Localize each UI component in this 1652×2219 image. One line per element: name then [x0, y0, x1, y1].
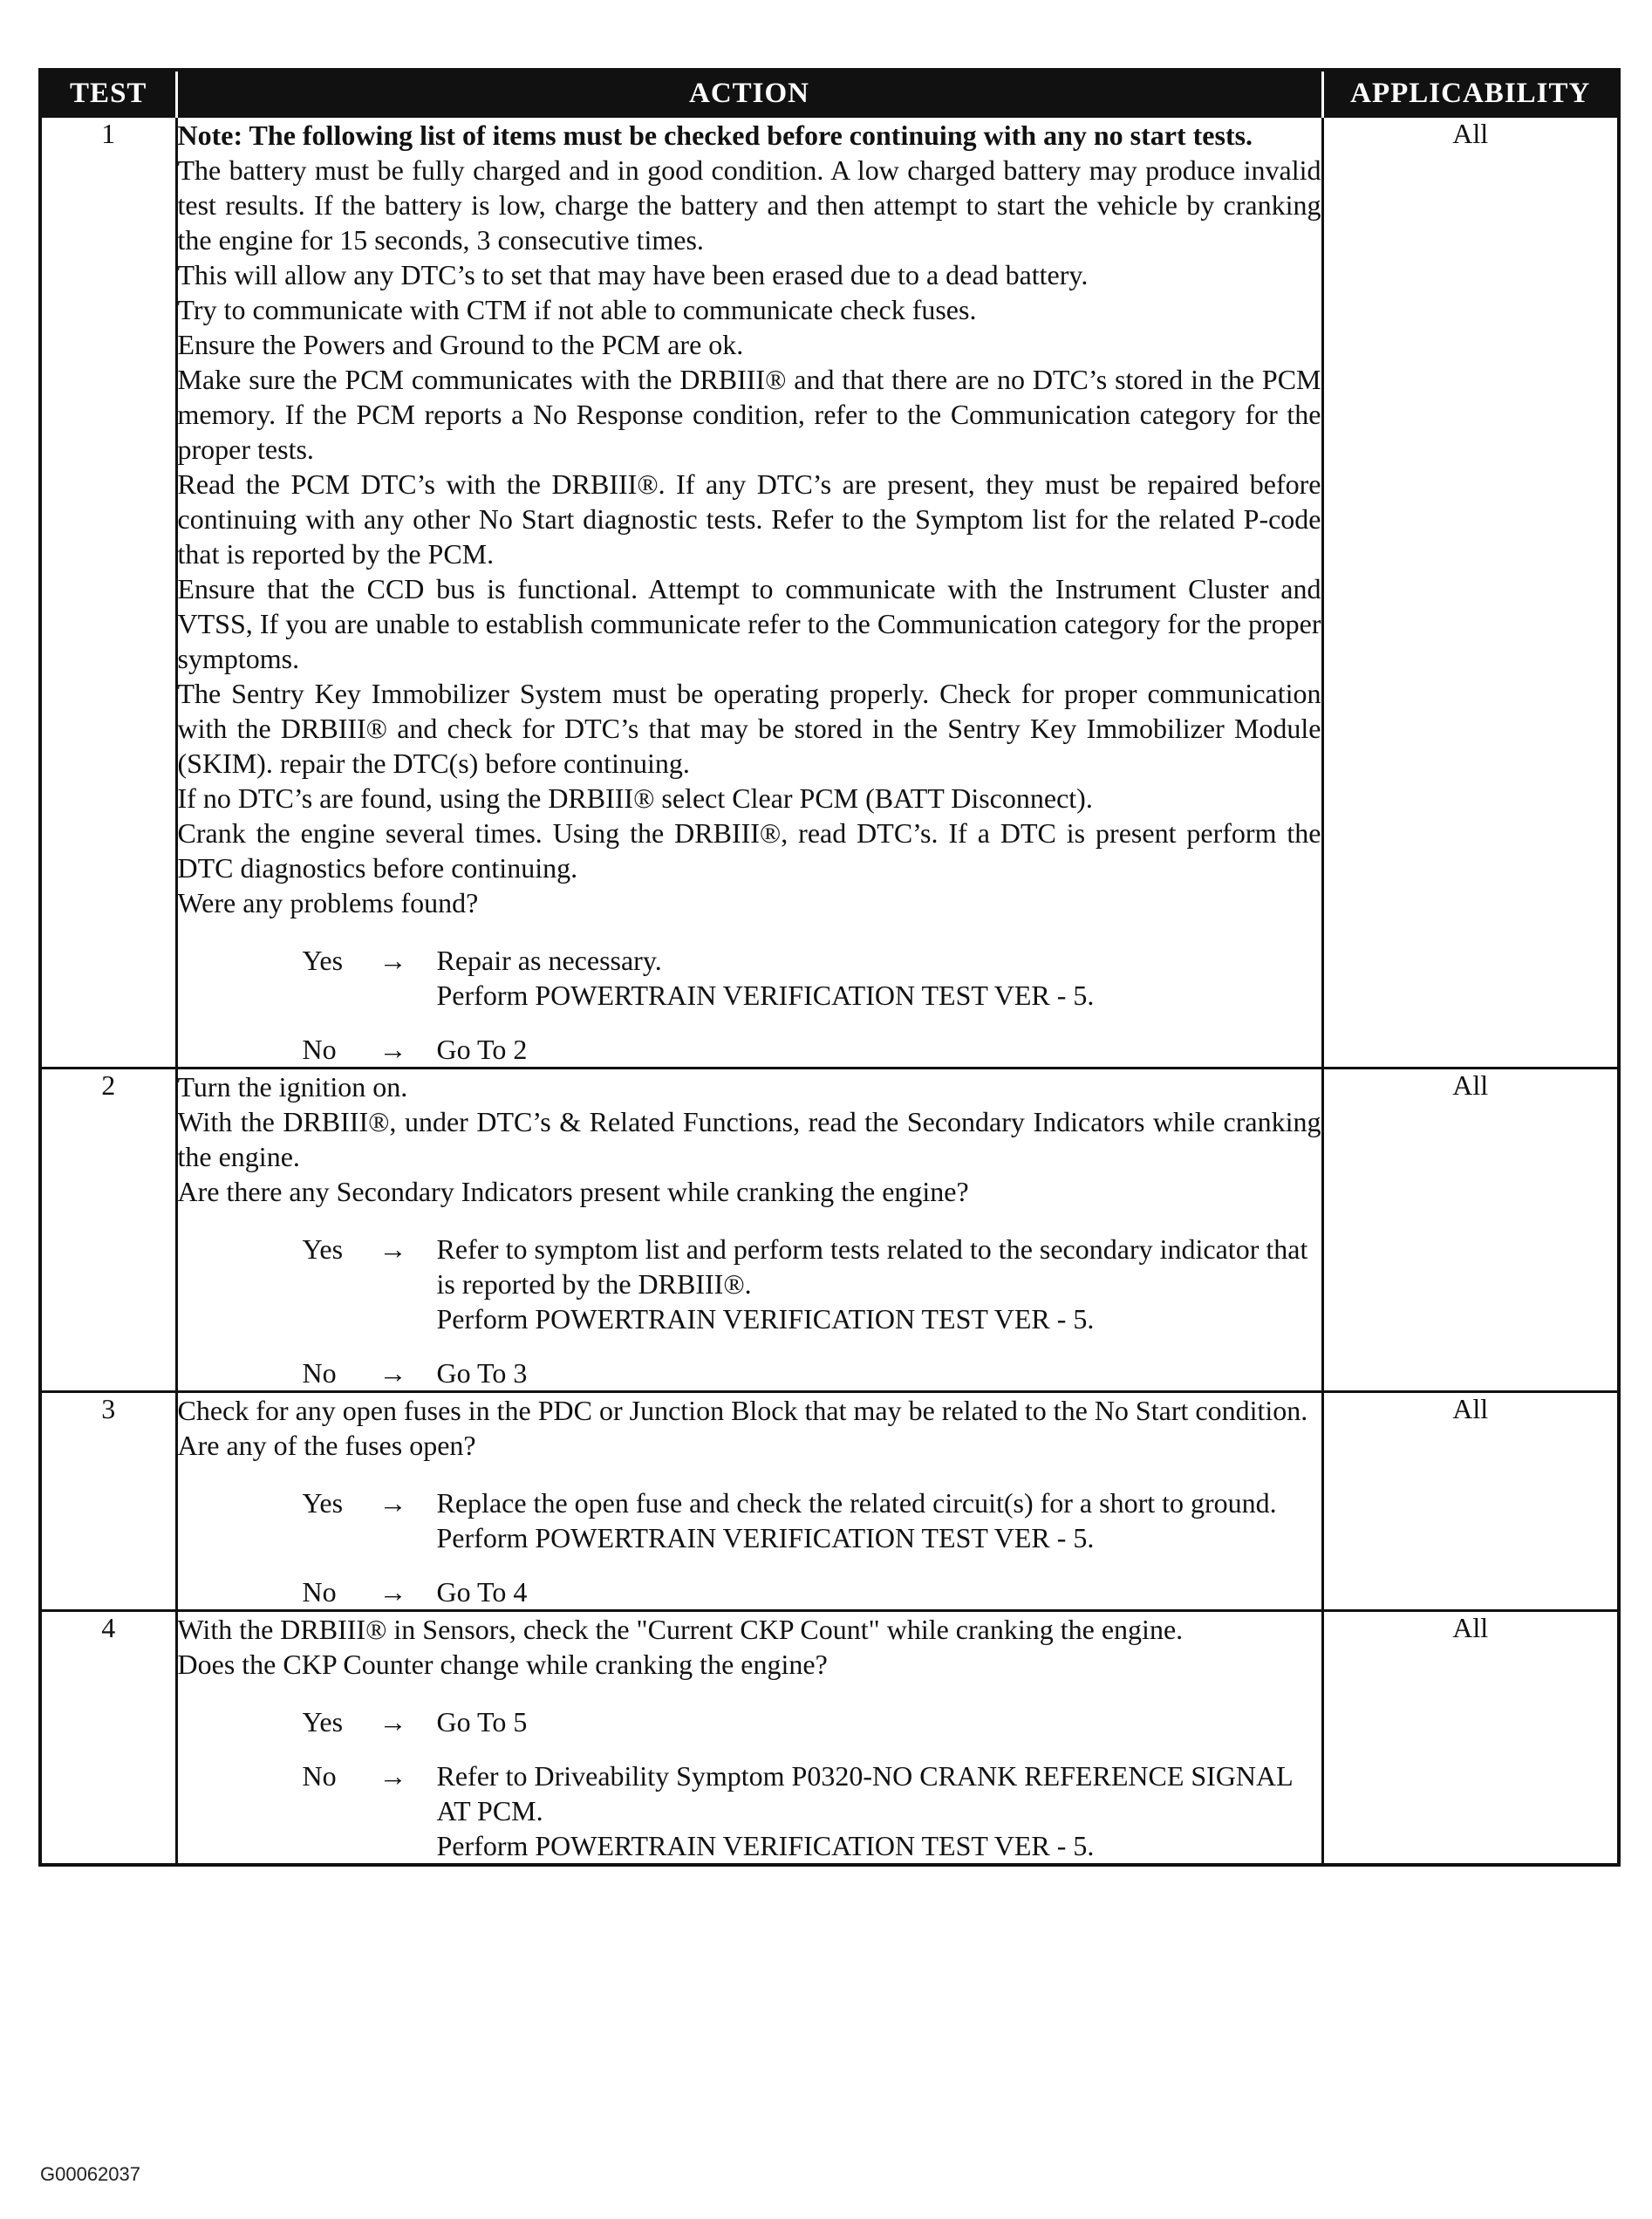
outcome-label: No — [302, 1034, 337, 1065]
action-line: Check for any open fuses in the PDC or Junction Block that may be related to the No Start condition. — [177, 1395, 1308, 1426]
table-row — [40, 1392, 1619, 1611]
arrow-right-icon: → — [379, 1576, 407, 1608]
outcome-yes — [178, 943, 1321, 1013]
action-line: With the DRBIII®, under DTC’s & Related Functions, read the Secondary Indicators while cranking the engine. — [177, 1106, 1321, 1172]
outcome-result-line: Go To 5 — [436, 1706, 528, 1738]
action-line: Does the CKP Counter change while cranking the engine? — [177, 1649, 828, 1680]
outcome-no — [178, 1758, 1321, 1863]
outcome-label: Yes — [302, 1233, 344, 1265]
arrow-right-icon: → — [379, 1357, 407, 1389]
header-test: TEST — [40, 70, 176, 117]
action-line: Ensure that the CCD bus is functional. Attempt to communicate with the Instrument Cluster and VTSS, If you are unable to establish communicate refer to the Communication category for the proper symptoms. — [177, 573, 1321, 674]
outcome-yes — [178, 1704, 1321, 1739]
test-number: 3 — [40, 1392, 176, 1611]
action-line: Turn the ignition on. — [177, 1071, 408, 1103]
applicability-value: All — [1322, 117, 1619, 1069]
test-number: 2 — [40, 1069, 176, 1392]
figure-code: G00062037 — [40, 2163, 140, 2185]
outcome-result-line: Repair as necessary. — [436, 945, 662, 976]
table-row — [40, 117, 1619, 1069]
test-number: 1 — [40, 117, 176, 1069]
outcome-result — [437, 1758, 1321, 1863]
action-cell — [176, 1069, 1322, 1392]
outcome-result-line: Perform POWERTRAIN VERIFICATION TEST VER - 5. — [436, 980, 1095, 1011]
action-line: Were any problems found? — [177, 887, 479, 918]
outcome-result-line: Perform POWERTRAIN VERIFICATION TEST VER - 5. — [436, 1303, 1095, 1335]
outcome-label: No — [302, 1760, 337, 1792]
action-cell — [176, 1392, 1322, 1611]
action-line: The Sentry Key Immobilizer System must be operating properly. Check for proper communication with the DRBIII® and check for DTC’s that may be stored in the Sentry Key Immobilizer Module (SKIM). repair the DTC(s) before continuing. — [177, 678, 1321, 779]
action-line: Are there any Secondary Indicators present while cranking the engine? — [177, 1176, 969, 1207]
table-header-row — [40, 70, 1619, 117]
outcome-label: No — [302, 1357, 337, 1389]
table-row — [40, 1069, 1619, 1392]
outcome-no — [178, 1355, 1321, 1390]
outcome-result-line: Perform POWERTRAIN VERIFICATION TEST VER - 5. — [436, 1830, 1095, 1861]
action-line: Read the PCM DTC’s with the DRBIII®. If any DTC’s are present, they must be repaired before continuing with any other No Start diagnostic tests. Refer to the Symptom list for the related P-code that is reported by the PCM. — [177, 468, 1321, 570]
arrow-right-icon: → — [379, 945, 407, 976]
action-cell — [176, 117, 1322, 1069]
table-row — [40, 1611, 1619, 1866]
outcome-label: Yes — [302, 945, 344, 976]
table-body — [40, 117, 1619, 1866]
outcome-result — [437, 1574, 1321, 1609]
outcome-no — [178, 1574, 1321, 1609]
diagnostic-table-page — [38, 68, 1617, 1867]
outcome-result — [437, 1232, 1321, 1336]
outcome-result-line: Replace the open fuse and check the related circuit(s) for a short to ground. — [436, 1487, 1277, 1519]
test-number: 4 — [40, 1611, 176, 1866]
arrow-right-icon: → — [379, 1233, 407, 1265]
action-cell — [176, 1611, 1322, 1866]
outcome-result-line: Go To 4 — [436, 1576, 528, 1608]
outcome-result — [437, 1704, 1321, 1739]
action-line: If no DTC’s are found, using the DRBIII® select Clear PCM (BATT Disconnect). — [177, 782, 1093, 814]
diagnostic-test-table — [38, 68, 1621, 1867]
outcome-result-line: Go To 2 — [436, 1034, 528, 1065]
outcome-no — [178, 1032, 1321, 1067]
outcome-result — [437, 943, 1321, 1013]
note-text: Note: The following list of items must be checked before continuing with any no start tests. — [177, 119, 1253, 151]
outcome-label: Yes — [302, 1487, 344, 1519]
outcome-result — [437, 1355, 1321, 1390]
action-line: Try to communicate with CTM if not able to communicate check fuses. — [177, 294, 977, 325]
applicability-value: All — [1322, 1069, 1619, 1392]
outcome-yes — [178, 1232, 1321, 1336]
arrow-right-icon: → — [379, 1706, 407, 1738]
action-line: With the DRBIII® in Sensors, check the "Current CKP Count" while cranking the engine. — [177, 1614, 1184, 1645]
outcome-label: Yes — [302, 1706, 344, 1738]
arrow-right-icon: → — [379, 1034, 407, 1065]
header-action: ACTION — [176, 70, 1322, 117]
arrow-right-icon: → — [379, 1487, 407, 1519]
action-line: Make sure the PCM communicates with the DRBIII® and that there are no DTC’s stored in the PCM memory. If the PCM reports a No Response condition, refer to the Communication category for the proper tests. — [177, 364, 1321, 465]
action-line: The battery must be fully charged and in good condition. A low charged battery may produce invalid test results. If the battery is low, charge the battery and then attempt to start the vehicle by cranking the engine for 15 seconds, 3 consecutive times. — [177, 154, 1321, 256]
outcome-result-line: Go To 3 — [436, 1357, 528, 1389]
outcome-label: No — [302, 1576, 337, 1608]
action-line: Ensure the Powers and Ground to the PCM are ok. — [177, 329, 744, 360]
action-line: Crank the engine several times. Using the DRBIII®, read DTC’s. If a DTC is present perform the DTC diagnostics before continuing. — [177, 817, 1321, 884]
outcome-yes — [178, 1485, 1321, 1555]
header-applicability: APPLICABILITY — [1322, 70, 1619, 117]
applicability-value: All — [1322, 1611, 1619, 1866]
outcome-result — [437, 1485, 1321, 1555]
outcome-result-line: Refer to Driveability Symptom P0320-NO CRANK REFERENCE SIGNAL AT PCM. — [436, 1760, 1293, 1826]
outcome-result-line: Refer to symptom list and perform tests related to the secondary indicator that is reported by the DRBIII®. — [436, 1233, 1308, 1300]
action-line: This will allow any DTC’s to set that may have been erased due to a dead battery. — [177, 259, 1089, 290]
applicability-value: All — [1322, 1392, 1619, 1611]
action-line: Are any of the fuses open? — [177, 1430, 476, 1461]
outcome-result-line: Perform POWERTRAIN VERIFICATION TEST VER - 5. — [436, 1522, 1095, 1553]
outcome-result — [437, 1032, 1321, 1067]
arrow-right-icon: → — [379, 1760, 407, 1792]
